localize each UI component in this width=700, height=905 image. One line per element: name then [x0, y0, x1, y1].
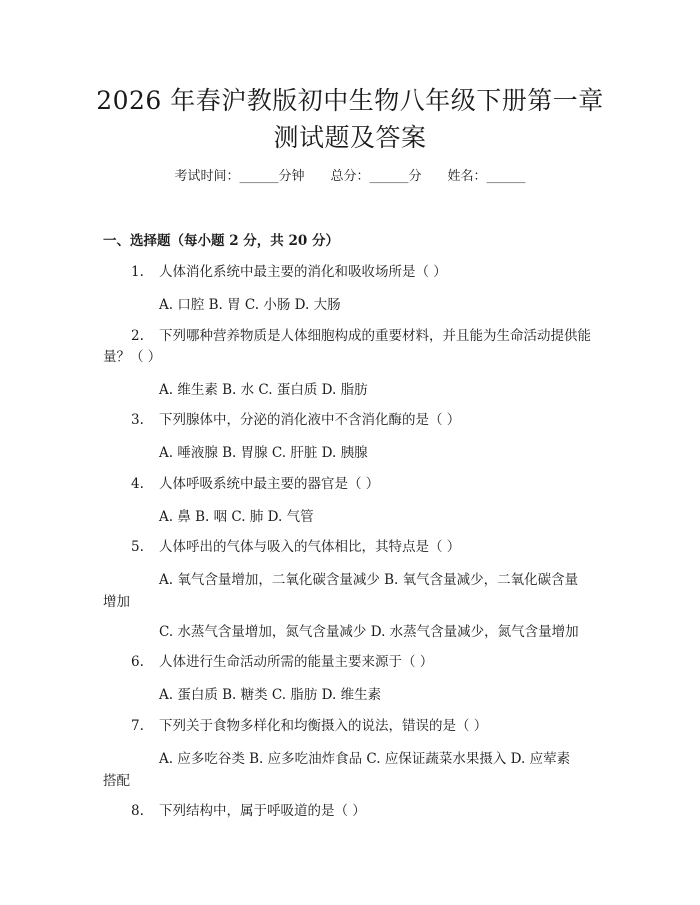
options-text-continued: 增加	[103, 594, 130, 610]
question-3	[103, 410, 603, 430]
options-text-continued: 搭配	[103, 773, 130, 789]
question-2-options	[103, 377, 598, 403]
question-4-options	[103, 504, 598, 530]
question-7-options-continued	[103, 768, 598, 794]
question-5-options-continued	[103, 589, 598, 615]
question-1-options	[103, 292, 598, 318]
question-number: 1.	[131, 264, 144, 280]
question-number: 6.	[131, 654, 144, 670]
options-text: A. 蛋白质 B. 糖类 C. 脂肪 D. 维生素	[159, 687, 382, 703]
total-score-field: 总分：______分	[330, 169, 422, 184]
question-text: 人体呼出的气体与吸入的气体相比，其特点是（ ）	[159, 539, 461, 555]
question-number: 7.	[131, 718, 144, 734]
document-title-line-2: 测试题及答案	[273, 123, 427, 152]
question-text-continued: 量？（ ）	[103, 349, 162, 365]
exam-time-field: 考试时间：______分钟	[174, 169, 305, 184]
question-text: 人体进行生命活动所需的能量主要来源于（ ）	[159, 654, 434, 670]
question-number: 8.	[131, 803, 144, 819]
question-8	[103, 801, 603, 821]
question-1	[103, 262, 603, 282]
question-number: 3.	[131, 412, 144, 428]
student-name-field: 姓名：______	[447, 169, 526, 184]
question-2-continued	[103, 347, 603, 367]
question-text: 人体消化系统中最主要的消化和吸收场所是（ ）	[159, 264, 447, 280]
question-3-options	[103, 440, 598, 466]
question-text: 下列哪种营养物质是人体细胞构成的重要材料，并且能为生命活动提供能	[159, 328, 591, 344]
question-number: 5.	[131, 539, 144, 555]
question-5-options-line-2	[103, 619, 598, 645]
options-text: A. 鼻 B. 咽 C. 肺 D. 气管	[159, 509, 314, 525]
question-text: 下列关于食物多样化和均衡摄入的说法，错误的是（ ）	[159, 718, 488, 734]
options-text: A. 唾液腺 B. 胃腺 C. 肝脏 D. 胰腺	[159, 445, 368, 461]
section-heading: 一、选择题（每小题 2 分，共 20 分）	[103, 233, 339, 249]
question-number: 4.	[131, 476, 144, 492]
options-text: A. 口腔 B. 胃 C. 小肠 D. 大肠	[159, 297, 341, 313]
options-text: A. 维生素 B. 水 C. 蛋白质 D. 脂肪	[159, 382, 368, 398]
question-7	[103, 716, 603, 736]
question-text: 人体呼吸系统中最主要的器官是（ ）	[159, 476, 380, 492]
document-title-line-1: 2026 年春沪教版初中生物八年级下册第一章	[96, 86, 604, 115]
question-4	[103, 474, 603, 494]
options-text-line-2: C. 水蒸气含量增加，氮气含量减少 D. 水蒸气含量减少，氮气含量增加	[159, 624, 579, 640]
exam-meta-line	[0, 167, 700, 187]
options-text: A. 应多吃谷类 B. 应多吃油炸食品 C. 应保证蔬菜水果摄入 D. 应荤素	[159, 751, 571, 767]
question-text: 下列结构中，属于呼吸道的是（ ）	[159, 803, 366, 819]
options-text: A. 氧气含量增加，二氧化碳含量减少 B. 氧气含量减少，二氧化碳含量	[159, 572, 579, 588]
question-6-options	[103, 682, 598, 708]
question-6	[103, 652, 603, 672]
question-2	[103, 326, 603, 346]
question-number: 2.	[131, 328, 144, 344]
question-text: 下列腺体中，分泌的消化液中不含消化酶的是（ ）	[159, 412, 461, 428]
question-5	[103, 537, 603, 557]
